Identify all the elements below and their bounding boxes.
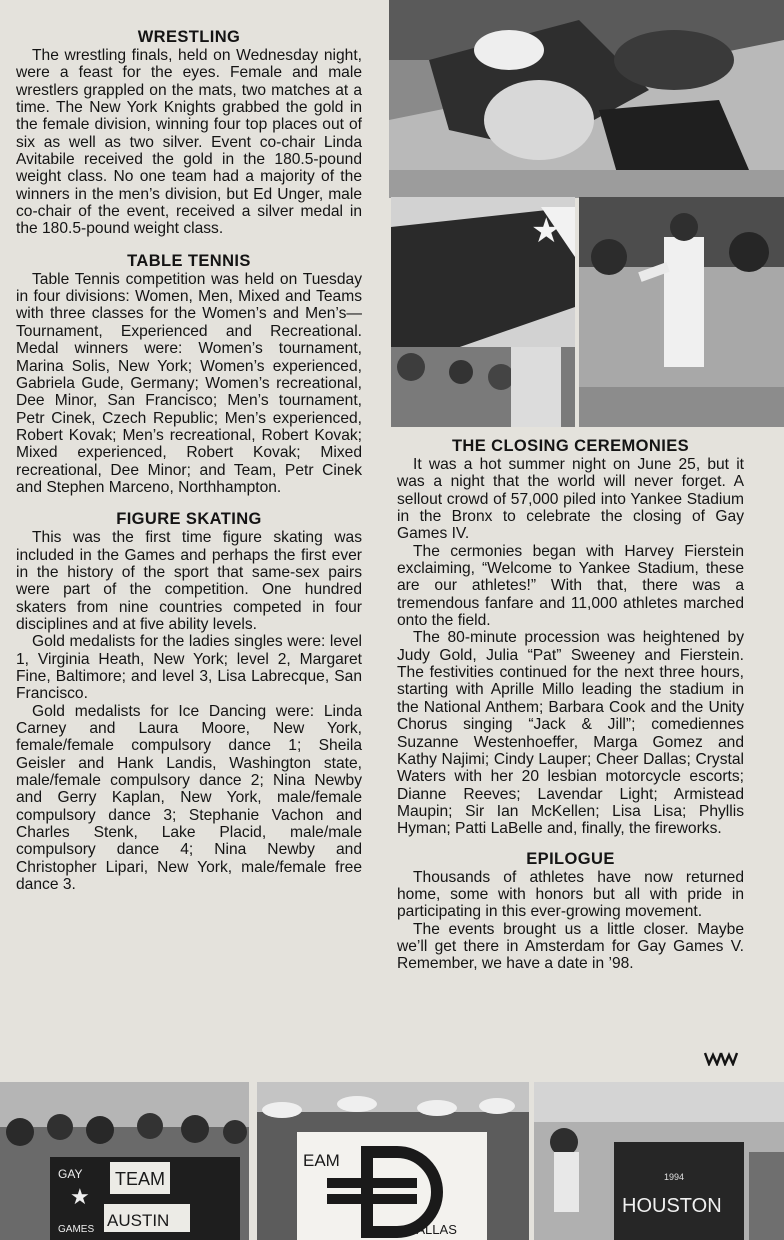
wrestling-paragraph: The wrestling finals, held on Wednesday night, were a feast for the eyes. Female and male wrestlers grappled on the mats, two matches at a time. The New York Knights grabbed the gold in the female division, winning four top places out of six as well as two silver. Event co-chair Linda Avitabile received the gold in the 180.5-pound weight class. No one team had a majority of the winners in the men’s division, but Ed Unger, male co-chair of the event, received a silver medal in the 180.5-pound weight class. xyxy=(16,47,362,238)
team-dallas-photo xyxy=(257,1082,529,1240)
banner-text-houston: HOUSTON xyxy=(622,1195,722,1217)
banner-text-games: GAMES xyxy=(58,1224,95,1235)
banner-text-team: TEAM xyxy=(115,1169,166,1189)
left-column xyxy=(16,28,362,893)
closing-paragraph-3: The 80-minute procession was heightened by Judy Gold, Julia “Pat” Sweeney and Fierstein. The festivities continued for the next three hours, starting with Aprille Millo leading the stadium in the National Anthem; Barbara Cook and the Unity Chorus singing “Jack & Jill”; comediennes Suzanne Westenhoeffer, Marga Gomez and Kathy Najimi; Cindy Lauper; Cheer Dallas; Crystal Waters with her 20 lesbian motorcycle escorts; Dianne Reeves; Lavendar Light; Armistead Maupin; Sir Ian McKellen; Lisa Lisa; Phyllis Hyman; Patti LaBelle and, finally, the fireworks. xyxy=(397,629,744,838)
team-austin-photo xyxy=(0,1082,249,1240)
epilogue-paragraph-2: The events brought us a little closer. Maybe we’ll get there in Amsterdam for Gay Games V. Remember, we have a date in ’98. xyxy=(397,920,744,973)
closing-paragraph-1: It was a hot summer night on June 25, but it was a night that the world will never forget. A sellout crowd of 57,000 piled into Yankee Stadium in the Bronx to celebrate the closing of Gay Games IV. xyxy=(397,456,744,543)
flag-bearer-photo xyxy=(391,197,575,427)
table-tennis-paragraph: Table Tennis competition was held on Tuesday in four divisions: Women, Men, Mixed and Teams with three classes for the Women’s and Men’s—Tournament, Experienced and Recreational. Medal winners were: Women’s tournament, Marina Solis, New York; Women’s experienced, Gabriela Gude, Germany; Women’s recreational, Dee Minor, San Francisco; Men’s tournament, Petr Cinek, Czech Republic; Men’s experienced, Robert Kovak; Men’s recreational, Robert Kovak; Mixed experienced, Robert Kovak; Mixed recreational, Dee Minor; and Team, Petr Cinek and Stephen Marceno, Northhampton. xyxy=(16,270,362,496)
epilogue-paragraph-1: Thousands of athletes have now returned home, some with honors but all with pride in participating in this ever-growing movement. xyxy=(397,868,744,921)
closing-ceremonies-heading: THE CLOSING CEREMONIES xyxy=(451,437,690,455)
banner-text-1994: 1994 xyxy=(664,1172,685,1182)
epilogue-heading: EPILOGUE xyxy=(526,849,615,868)
banner-text-dallas: DALLAS xyxy=(407,1222,457,1237)
houston-photo xyxy=(534,1082,784,1240)
table-tennis-heading: TABLE TENNIS xyxy=(127,251,251,270)
svg-text:★: ★ xyxy=(531,211,562,251)
figure-skating-heading: FIGURE SKATING xyxy=(116,510,262,529)
figure-skating-paragraph-2: Gold medalists for the ladies singles were: level 1, Virginia Heath, New York; level 2, Margaret Fine, Baltimore; and level 3, Lisa Labrecque, San Francisco. xyxy=(16,633,362,703)
closing-paragraph-2: The cermonies began with Harvey Fierstein exclaiming, “Welcome to Yankee Stadium, these are our athletes!” With that, there was a tremendous fanfare and 11,000 athletes marched onto the field. xyxy=(397,542,744,630)
figure-skating-paragraph-1: This was the first time figure skating was included in the Games and perhaps the first ever in the history of the sport that same-sex pairs were part of the competition. One hundred skaters from nine countries competed in four disciplines and at five ability levels. xyxy=(16,529,362,633)
banner-text-austin: AUSTIN xyxy=(107,1211,170,1230)
ceremony-runner-photo xyxy=(579,197,784,427)
right-column xyxy=(397,437,744,973)
end-mark-logo xyxy=(703,1050,739,1066)
figure-skating-paragraph-3: Gold medalists for Ice Dancing were: Linda Carney and Laura Moore, New York, female/female compulsory dance 1; Sheila Geisler and Hank Landis, Washington state, male/female compulsory dance 2; Nina Newby and Gerry Kaplan, New York, male/female compulsory dance 3; Stephanie Vachon and Charles Stenk, Lake Placid, male/male compulsory dance 4; Nina Newby and Christopher Lipari, New York, male/female free dance 3. xyxy=(16,702,362,894)
svg-text:★: ★ xyxy=(70,1185,90,1210)
wrestling-photo xyxy=(389,0,784,198)
wrestling-heading: WRESTLING xyxy=(137,28,241,46)
banner-text-gay: GAY xyxy=(58,1167,83,1181)
banner-text-eam: EAM xyxy=(303,1151,340,1170)
